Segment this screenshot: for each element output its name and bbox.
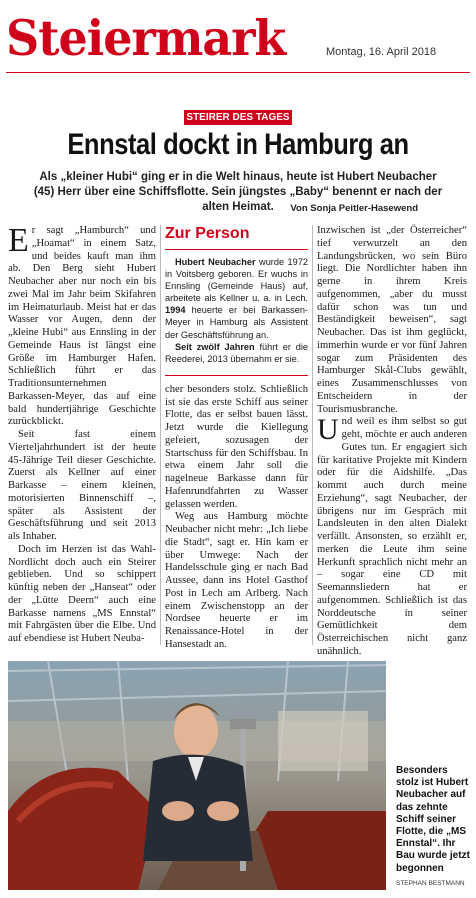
drop-cap: E xyxy=(8,222,29,259)
rule-col-2-3 xyxy=(312,225,313,645)
drop-cap-2: U xyxy=(317,413,339,447)
info-box-text-1: wurde 1972 in Voitsberg geboren. Er wuchs in Ennsling (Gemeinde Haus) auf, arbeitete als Kellner u. a. in Lech. xyxy=(165,257,308,304)
paragraph-6: Inzwischen ist „der Österreicher“ tief verwurzelt an den Landungsbrücken, wo sein Büro liegt. Die Nordlichter haben ihn gerne in ihrem Kreis aufgenommen, „aber du musst dafür schon was tun und Beständigkeit beweisen“, sagt Neubacher. Das ist ihm geglückt, immerhin wurde er vor fünf Jahren sogar zum Präsidenten des Hamburger Skål-Clubs gewählt, eines Zusammenschlusses von Entscheidern in der Tourismusbranche. xyxy=(317,225,467,415)
info-box-paragraph-1 xyxy=(165,256,308,341)
masthead-date: Montag, 16. April 2018 xyxy=(326,46,437,58)
paragraph-4: cher besonders stolz. Schließlich ist sie das erste Schiff aus seiner Flotte, das er selbst bauen lässt. Jetzt wurde die Kiellegung gefeiert, sozusagen der Startschuss für den Schiffsbau. In etwa einem Jahr soll die nagelneue Barkasse dann für Hafenrundfahrten zu Wasser gelassen werden. xyxy=(165,383,308,510)
workshop-photo xyxy=(8,661,386,890)
photo-credit: STEPHAN BESTMANN xyxy=(396,880,465,887)
info-box-bold: Seit zwölf Jahren xyxy=(175,341,255,352)
photo xyxy=(8,661,386,890)
column-1 xyxy=(8,222,156,646)
byline: Von Sonja Peitler-Hasewend xyxy=(290,203,418,214)
masthead-rule xyxy=(6,72,470,73)
headline: Ennstal dockt in Hamburg an xyxy=(67,128,409,161)
masthead-title: Steiermark xyxy=(6,9,286,67)
info-box-rule xyxy=(165,249,308,250)
info-box-title: Zur Person xyxy=(165,225,250,242)
info-box-bottom-rule xyxy=(165,375,308,376)
info-box-paragraph-2 xyxy=(165,341,308,365)
column-3 xyxy=(317,225,467,659)
paragraph-3: Doch im Herzen ist das Wahl-Nordlicht doch auch ein Steirer geblieben. Und so schippert künftig neben der „Hanseat“ oder der „Lütte Deern“ auch eine Barkasse namens „MS Ennstal“ mit Fahrgästen über die Elbe. Und auf ebendiese ist Hubert Neuba- xyxy=(8,543,156,644)
paragraph-5: Weg aus Hamburg möchte Neubacher nicht mehr: „Ich liebe die Stadt“, sagt er. Hin kam er über Umwege: Nach der Handelsschule ging er nach Bad Aussee, dann ins Hotel Gasthof Post in Lech am Arlberg. Nach einem Zwischenstopp an der Nordsee heuerte er im Renaissance-Hotel in der Hansestadt an. xyxy=(165,511,308,650)
info-box-text-3: führt er die Reederei, 2013 übernahm er sie. xyxy=(165,341,308,364)
paragraph-2: Seit fast einem Vierteljahrhundert ist der heute 45-Jährige Teil dieser Geschichte. Zuerst als Kellner auf einer Barkasse – einem kleinen, motorisierten Binnenschiff –, später als Assistent der Geschäftsführung und seit 2013 als Inhaber. xyxy=(8,429,156,542)
kicker-badge: STEIRER DES TAGES xyxy=(184,110,292,125)
info-box xyxy=(165,225,308,376)
paragraph-1-text: r sagt „Hamburch“ und „Hoamat“ in einem Satz, und beides kauft man ihm ab. Den Berg sieht Hubert Neubacher aber nur noch ein bis zwei Mal im Jahr beim Skifahren im Heimaturlaub. Meist hat er das Wasser vor Augen, denn der „kleine Hubi“ aus Ennsling in der Gemeinde Haus ist längst eine Größe im Hamburger Hafen. Schließlich führt er das Traditionsunternehmen Barkassen-Meyer, das auf eine bald hundertjährige Geschichte zurückblickt. xyxy=(8,225,156,428)
info-box-year: 1994 xyxy=(165,305,186,316)
paragraph-7-text: nd weil es ihm selbst so gut geht, möchte er auch anderen Gutes tun. Er engagiert sich für karitative Projekte mit Kindern oder für die Aidshilfe. „Das kommt auch durch meine Erziehung“, sagt Neubacher, der übrigens nur im Gespräch mit Landsleuten in den alten Dialekt verfällt. Ansonsten, so erzählt er, merken die Leute ihm seine Herkunft sprachlich nicht mehr an – sogar eine CD mit Seemannsliedern hat er aufgenommen. Schließlich ist das Norddeutsche in seiner Gemütlichkeit dem Österreichischen nicht ganz unähnlich. xyxy=(317,416,467,657)
paragraph-7 xyxy=(317,413,467,658)
rule-col-1-2 xyxy=(160,225,161,645)
lead-text: Als „kleiner Hubi“ ging er in die Welt hinaus, heute ist Hubert Neubacher (45) Herr über eine Schiffsflotte. Sein jüngstes „Baby“ benennt er nach der alten Heimat. xyxy=(33,171,443,213)
photo-caption: Besonders stolz ist Hubert Neubacher auf das zehnte Schiff seiner Flotte, die „MS Ennstal“. Ihr Bau wurde jetzt begonnen xyxy=(396,765,470,874)
column-2 xyxy=(165,225,308,652)
info-box-name: Hubert Neubacher xyxy=(175,257,256,267)
info-box-text-2: heuerte er bei Barkassen-Meyer in Hamburg als Assistent der Geschäftsführung an. xyxy=(165,305,308,340)
paragraph-1 xyxy=(8,222,156,429)
